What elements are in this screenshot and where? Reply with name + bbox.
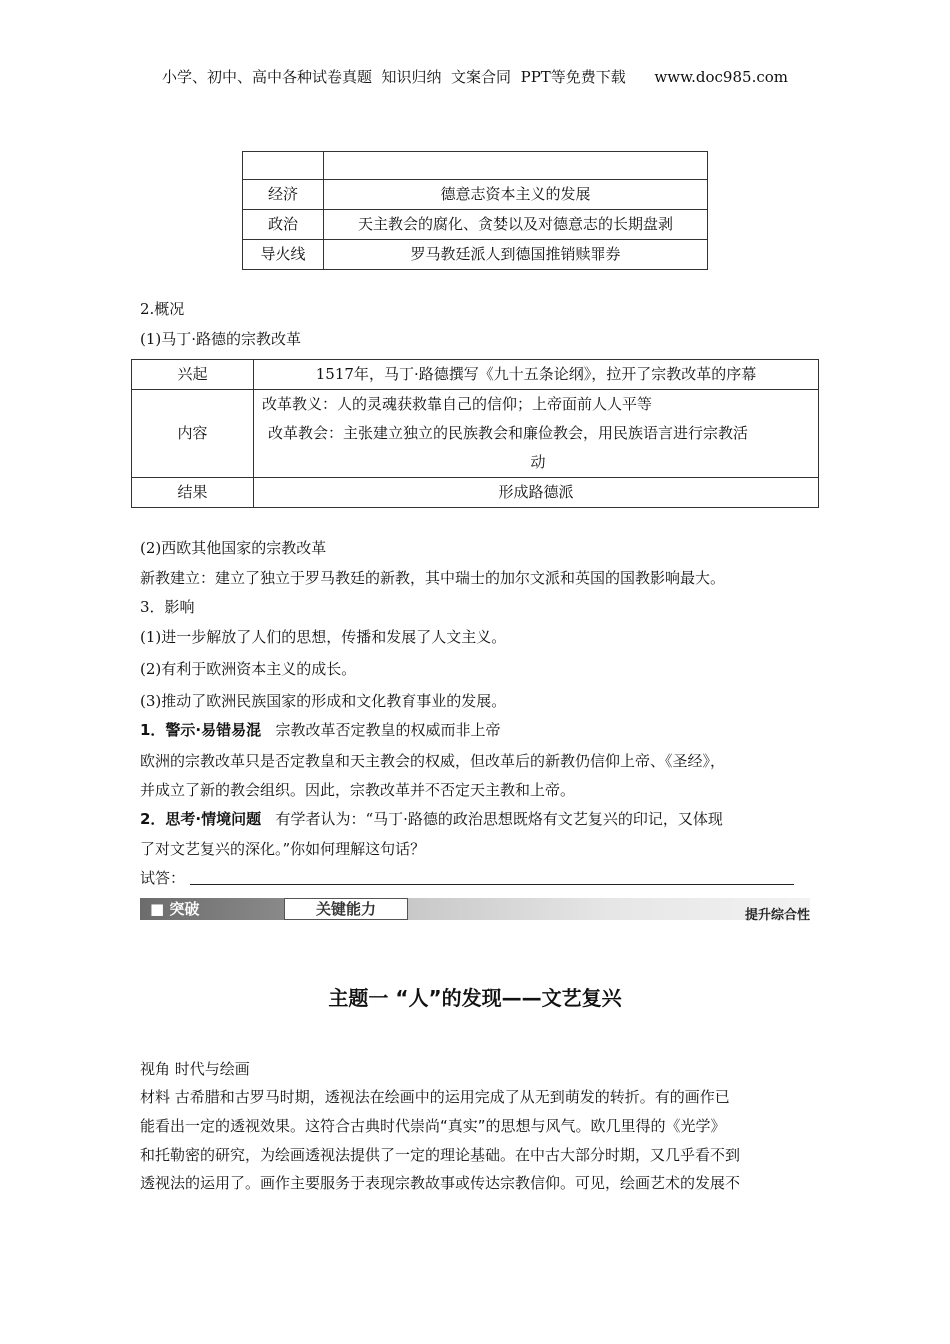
paragraph: 并成立了新的教会组织。因此，宗教改革并不否定天主教和上帝。 [140,781,576,799]
answer-label: 试答： [140,869,186,887]
paragraph: 和托勒密的研究，为绘画透视法提供了一定的理论基础。在中古大部分时期，又几乎看不到 [140,1146,741,1164]
table-cell-label: 内容 [132,390,254,478]
warning-text: 宗教改革否定教皇的权威而非上帝 [275,721,501,739]
table-cell-label: 结果 [132,478,254,508]
content-line: 改革教会：主张建立独立的民族教会和廉俭教会，用民族语言进行宗教活 [268,424,749,442]
table-row [132,360,819,390]
table-cell-label: 兴起 [132,360,254,390]
warning-line [140,715,820,745]
table-cell-value: 天主教会的腐化、贪婪以及对德意志的长期盘剥 [324,210,708,240]
banner-box: 关键能力 [284,898,408,920]
table-cell-label: 政治 [243,210,324,240]
paragraph: 透视法的运用了。画作主要服务于表现宗教故事或传达宗教信仰。可见，绘画艺术的发展不 [140,1174,741,1192]
table-row [243,152,708,180]
banner-label: ■ 突破 [150,900,200,918]
paragraph: (2)有利于欧洲资本主义的成长。 [140,660,357,678]
content-line: 改革教义：人的灵魂获救靠自己的信仰；上帝面前人人平等 [262,395,653,413]
table-row [243,180,708,210]
banner-label-text: 突破 [169,900,200,918]
think-line [140,804,820,834]
table-cell-value [254,390,819,478]
topic-title: 主题一 “人”的发现——文艺复兴 [328,986,622,1010]
table-row [132,390,819,478]
table-cell-value: 罗马教廷派人到德国推销赎罪券 [324,240,708,270]
paragraph: 了对文艺复兴的深化。”你如何理解这句话？ [140,840,426,858]
paragraph: 材料 古希腊和古罗马时期，透视法在绘画中的运用完成了从无到萌发的转折。有的画作已 [140,1088,730,1106]
content-line: 动 [530,453,546,471]
paragraph: (3)推动了欧洲民族国家的形成和文化教育事业的发展。 [140,692,507,710]
page-header: 小学、初中、高中各种试卷真题 知识归纳 文案合同 PPT等免费下载 www.doc985.com [161,68,788,86]
table-cell-label: 导火线 [243,240,324,270]
warning-label: 1．警示·易错易混 [140,721,262,739]
luther-reform-table [131,359,819,508]
table-row [132,478,819,508]
table-row [243,240,708,270]
think-label: 2．思考·情境问题 [140,810,262,828]
paragraph: 新教建立：建立了独立于罗马教廷的新教，其中瑞士的加尔文派和英国的国教影响最大。 [140,569,726,587]
paragraph: (1)进一步解放了人们的思想，传播和发展了人文主义。 [140,628,507,646]
table-cell-value: 形成路德派 [254,478,819,508]
subsection-heading: (1)马丁·路德的宗教改革 [140,330,302,348]
table-cell-value: 德意志资本主义的发展 [324,180,708,210]
view-line: 视角 时代与绘画 [140,1060,250,1078]
table-row [243,210,708,240]
table-cell-value [324,152,708,180]
table-cell-label [243,152,324,180]
banner-subtitle: 提升综合性 [744,908,810,923]
answer-blank[interactable] [190,884,794,885]
section-heading: 3．影响 [140,598,195,616]
background-table [242,151,708,270]
subsection-heading: (2)西欧其他国家的宗教改革 [140,539,327,557]
paragraph: 能看出一定的透视效果。这符合古典时代崇尚“真实”的思想与风气。欧几里得的《光学》 [140,1117,726,1135]
table-cell-label: 经济 [243,180,324,210]
think-text: 有学者认为：“马丁·路德的政治思想既烙有文艺复兴的印记，又体现 [275,810,723,828]
section-heading: 2.概况 [140,300,185,318]
table-cell-value: 1517年，马丁·路德撰写《九十五条论纲》，拉开了宗教改革的序幕 [254,360,819,390]
paragraph: 欧洲的宗教改革只是否定教皇和天主教会的权威，但改革后的新教仍信仰上帝、《圣经》， [140,752,726,770]
